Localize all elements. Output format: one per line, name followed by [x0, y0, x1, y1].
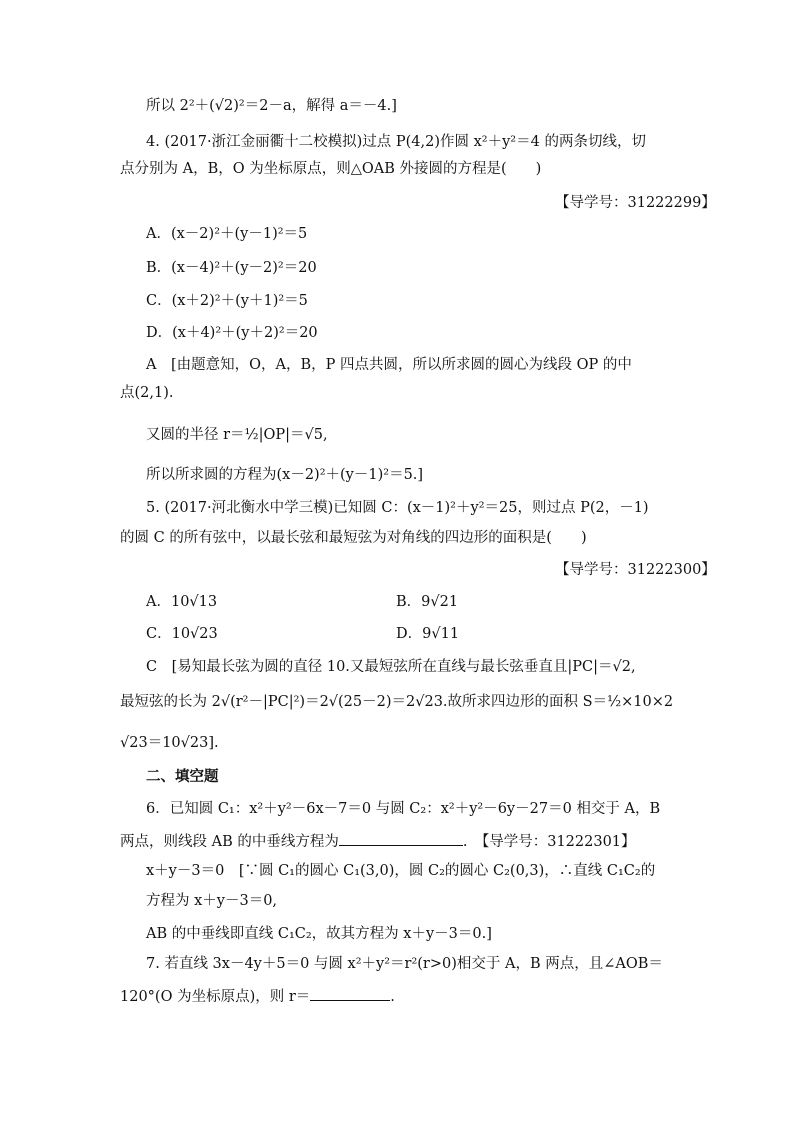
question-7-stem-cont [120, 984, 395, 1007]
q5-option-b: B．9√21 [396, 594, 459, 610]
guide-number: 【导学号：31222300】 [555, 562, 716, 578]
text-line: 所以 2²＋(√2)²＝2－a，解得 a＝－4.] [146, 98, 397, 114]
answer-blank [339, 829, 463, 846]
answer-4-line3: 又圆的半径 r＝½|OP|＝√5, [146, 427, 328, 443]
answer-6-line1: x＋y－3＝0 [∵圆 C₁的圆心 C₁(3,0)，圆 C₂的圆心 C₂(0,3)，∴直线 C₁C₂的 [146, 863, 656, 879]
question-7-text: 120°(O 为坐标原点)，则 r＝ [120, 989, 311, 1005]
question-4-stem: 4. (2017·浙江金丽衢十二校模拟)过点 P(4,2)作圆 x²＋y²＝4 的两条切线，切 [146, 134, 646, 150]
question-6-guide: . 【导学号：31222301】 [462, 834, 636, 850]
question-6-text: 两点，则线段 AB 的中垂线方程为 [120, 834, 339, 850]
answer-6-line3: AB 的中垂线即直线 C₁C₂，故其方程为 x＋y－3＝0.] [146, 926, 492, 942]
answer-4-line4: 所以所求圆的方程为(x－2)²＋(y－1)²＝5.] [146, 467, 424, 483]
answer-4-line1: A [由题意知，O，A，B，P 四点共圆，所以所求圆的圆心为线段 OP 的中 [146, 357, 632, 373]
answer-4-line2: 点(2,1). [120, 385, 174, 401]
question-6-stem: 6．已知圆 C₁：x²＋y²－6x－7＝0 与圆 C₂：x²＋y²－6y－27＝0 相交于 A，B [146, 801, 661, 817]
question-5-stem-cont: 的圆 C 的所有弦中，以最长弦和最短弦为对角线的四边形的面积是( ) [120, 530, 587, 546]
section-heading: 二、填空题 [146, 768, 219, 785]
question-4-stem-cont: 点分别为 A，B，O 为坐标原点，则△OAB 外接圆的方程是( ) [120, 161, 542, 177]
answer-blank [310, 984, 390, 1001]
q5-option-d: D．9√11 [396, 626, 460, 642]
answer-5-line2: 最短弦的长为 2√(r²－|PC|²)＝2√(25－2)＝2√23.故所求四边形的面积 S＝½×10×2 [120, 694, 674, 710]
option-d: D．(x＋4)²＋(y＋2)²＝20 [146, 325, 318, 341]
question-5-stem: 5. (2017·河北衡水中学三模)已知圆 C：(x－1)²＋y²＝25，则过点 P(2，－1) [146, 500, 649, 516]
q5-option-a: A．10√13 [146, 594, 218, 610]
answer-5-line3: √23＝10√23]. [120, 735, 219, 751]
option-b: B．(x－4)²＋(y－2)²＝20 [146, 260, 317, 276]
question-7-end: . [390, 989, 395, 1005]
answer-6-line2: 方程为 x＋y－3＝0, [146, 893, 278, 909]
question-6-stem-cont [120, 829, 636, 852]
q5-option-c: C．10√23 [146, 626, 218, 642]
answer-5-line1: C [易知最长弦为圆的直径 10.又最短弦所在直线与最长弦垂直且|PC|＝√2, [146, 659, 636, 675]
guide-number: 【导学号：31222299】 [555, 195, 716, 211]
question-7-stem: 7. 若直线 3x－4y＋5＝0 与圆 x²＋y²＝r²(r>0)相交于 A，B 两点，且∠AOB＝ [146, 956, 663, 972]
option-c: C．(x＋2)²＋(y＋1)²＝5 [146, 293, 308, 309]
option-a: A．(x－2)²＋(y－1)²＝5 [146, 226, 308, 242]
